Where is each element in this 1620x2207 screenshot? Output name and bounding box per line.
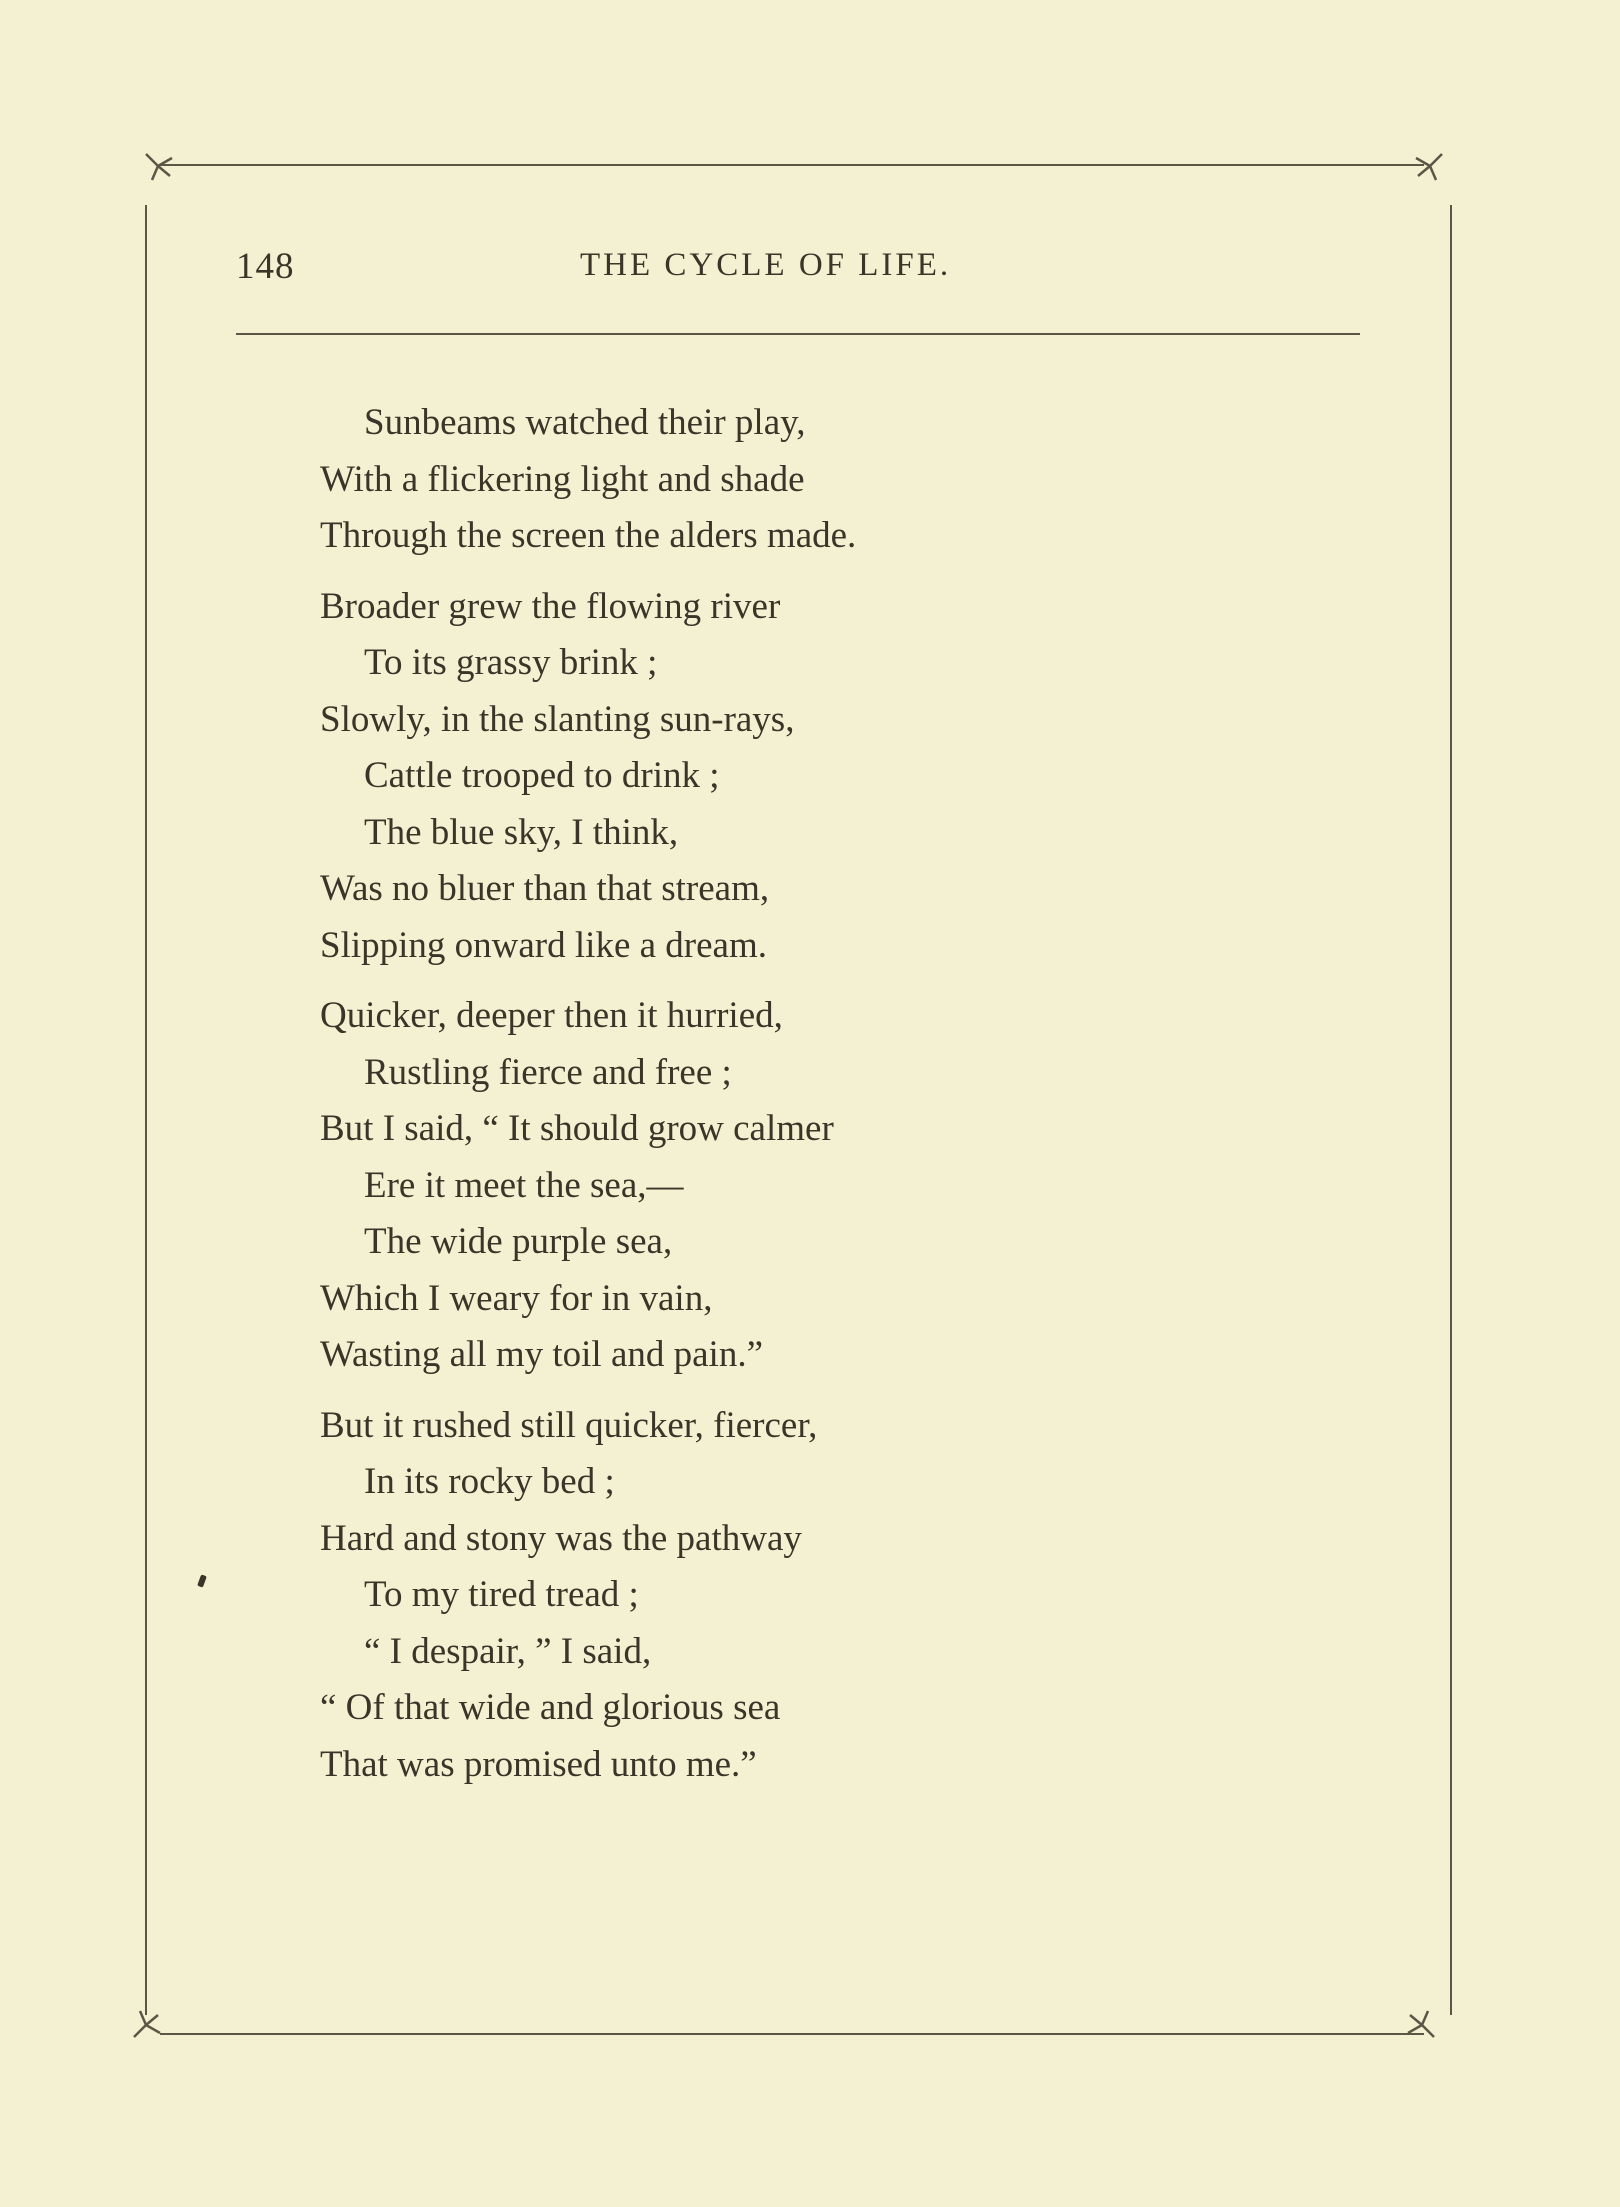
poem-line: Quicker, deeper then it hurried, — [320, 995, 783, 1036]
stanza — [320, 579, 1220, 975]
stray-ink-mark — [197, 1574, 207, 1587]
stanza — [320, 988, 1220, 1384]
poem-line: Rustling fierce and free ; — [364, 1051, 732, 1093]
poem-line: Which I weary for in vain, — [320, 1277, 713, 1319]
poem-line: Slipping onward like a dream. — [320, 924, 767, 966]
corner-ornament-icon — [142, 150, 178, 186]
poem-line: But it rushed still quicker, fiercer, — [320, 1404, 818, 1446]
poem-line: The wide purple sea, — [364, 1221, 673, 1262]
header-rule — [236, 333, 1360, 335]
frame-left-rule — [145, 205, 147, 2015]
poem-line: Cattle trooped to drink ; — [364, 755, 720, 796]
poem-line: Slowly, in the slanting sun-rays, — [320, 698, 795, 740]
frame-top-rule — [160, 164, 1424, 166]
poem-line: To its grassy brink ; — [364, 642, 658, 683]
running-head — [236, 245, 1356, 295]
corner-ornament-icon — [1410, 150, 1446, 186]
poem-line: Broader grew the flowing river — [320, 585, 781, 627]
poem-line: The blue sky, I think, — [364, 811, 679, 853]
stanza — [320, 1398, 1220, 1794]
poem-line: Was no bluer than that stream, — [320, 868, 770, 909]
corner-ornament-icon — [130, 2005, 166, 2041]
poem-line: Wasting all my toil and pain.” — [320, 1334, 763, 1375]
poem-line: Through the screen the alders made. — [320, 515, 857, 556]
page-number: 148 — [236, 246, 295, 287]
poem-body — [320, 395, 1220, 1807]
poem-line: Sunbeams watched their play, — [364, 402, 806, 443]
poem-line: “ Of that wide and glorious sea — [320, 1687, 781, 1728]
frame-right-rule — [1450, 205, 1452, 2015]
poem-line: But I said, “ It should grow calmer — [320, 1108, 834, 1149]
poem-line: In its rocky bed ; — [364, 1461, 615, 1502]
poem-line: Hard and stony was the pathway — [320, 1517, 802, 1559]
stanza — [320, 395, 1220, 565]
corner-ornament-icon — [1402, 2005, 1438, 2041]
poem-line: That was promised unto me.” — [320, 1743, 757, 1785]
poem-line: To my tired tread ; — [364, 1574, 639, 1615]
poem-line: Ere it meet the sea,— — [364, 1164, 684, 1206]
poem-line: With a flickering light and shade — [320, 458, 805, 500]
running-title: THE CYCLE OF LIFE. — [580, 247, 952, 283]
frame-bottom-rule — [160, 2033, 1424, 2035]
poem-line: “ I despair, ” I said, — [364, 1630, 652, 1672]
